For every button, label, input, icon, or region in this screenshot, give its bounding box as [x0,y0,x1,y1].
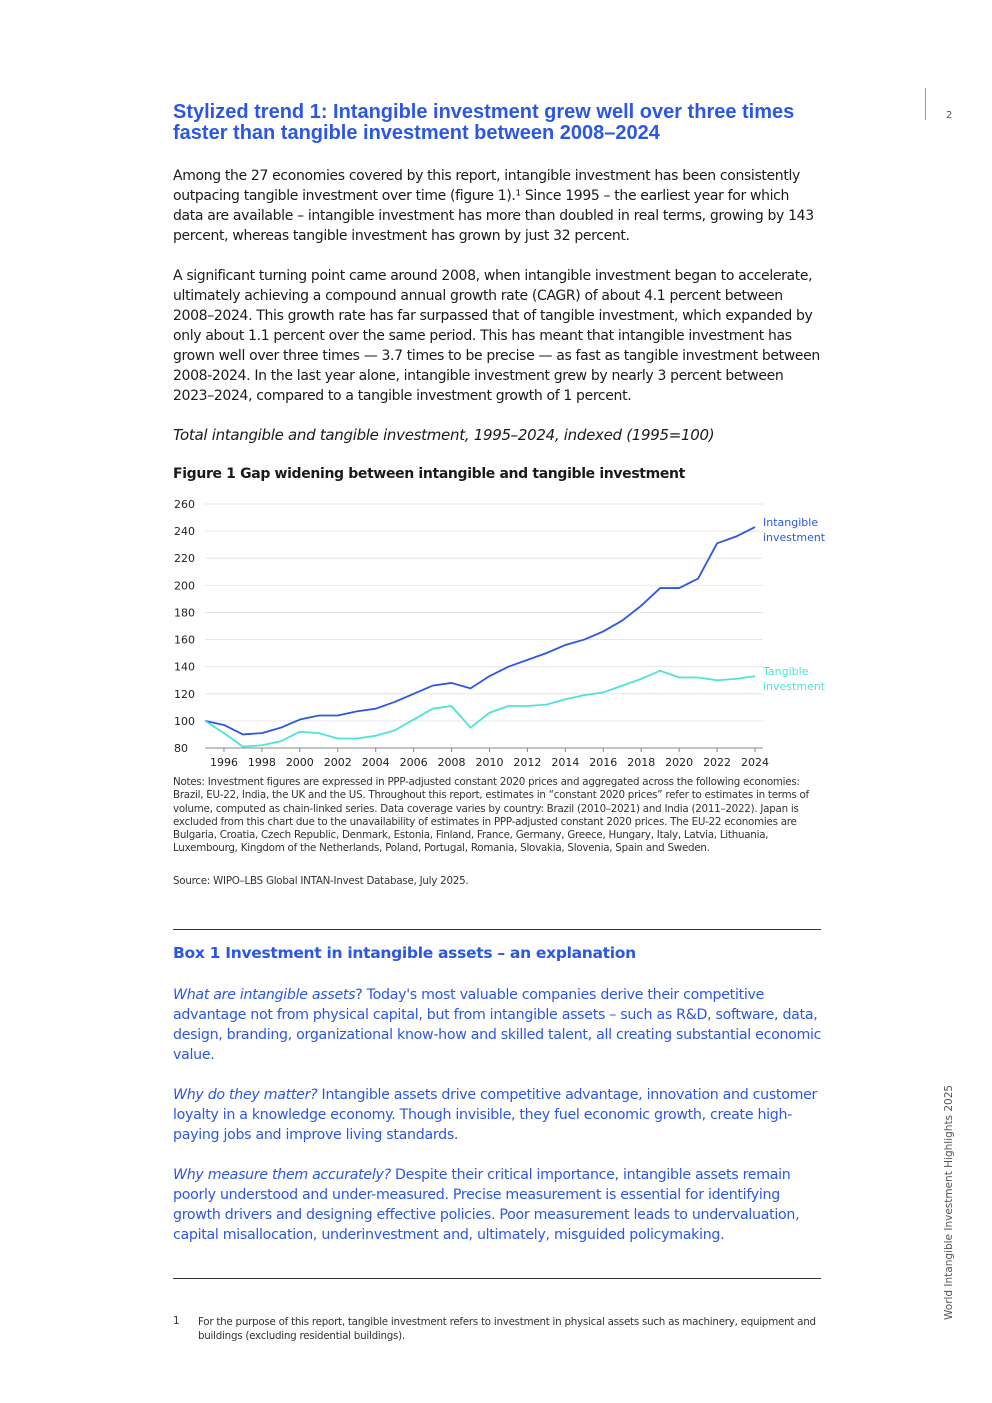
figure-title: Figure 1 Gap widening between intangible and tangible investment [173,466,685,482]
footnote-text: For the purpose of this report, tangible investment refers to investment in physical assets such as machinery, equipment and buildings (excluding residential buildings). [198,1316,816,1342]
line-chart [0,494,992,774]
main-content [173,101,821,482]
x-tick-label: 2010 [475,756,504,769]
box-question-2: Why do they matter? [173,1087,318,1103]
x-tick-label: 2004 [361,756,390,769]
x-tick-label: 2000 [285,756,314,769]
footnote-number: 1 [173,1315,180,1327]
y-tick-label: 240 [174,525,195,539]
y-tick-label: 100 [174,714,195,728]
x-tick-label: 2016 [589,756,618,769]
box-paragraph-3 [173,1165,823,1245]
x-tick-label: 2002 [323,756,352,769]
box-question-1: What are intangible assets [173,987,356,1003]
x-tick-label: 2022 [703,756,732,769]
y-tick-label: 200 [174,579,195,593]
x-tick-label: 2018 [627,756,656,769]
page-number: 2 [946,110,953,121]
y-tick-label: 120 [174,687,195,701]
box-question-3: Why measure them accurately? [173,1167,391,1183]
box-answer-2: Intangible assets drive competitive advantage, innovation and customer loyalty in a knowledge economy. Though invisible, they fuel economic growth, create high-paying jobs and improve living standards. [173,1087,818,1143]
chart-notes: Notes: Investment figures are expressed in PPP-adjusted constant 2020 prices and aggregated across the following economies: Brazil, EU-22, India, the UK and the US. Throughout this report, estimates in “constant 2020 prices” refer to estimates in terms of volume, computed as chain-linked series. Data coverage varies by country: Brazil (2010–2021) and India (2011–2022). Japan is excluded from this chart due to the unavailability of estimates in PPP-adjusted constant 2020 prices. The EU-22 economies are Bulgaria, Croatia, Czech Republic, Denmark, Estonia, Finland, France, Germany, Greece, Hungary, Italy, Latvia, Lithuania, Luxembourg, Kingdom of the Netherlands, Poland, Portugal, Romania, Slovakia, Slovenia, Spain and Sweden. [173,776,809,855]
box-answer-3: Despite their critical importance, intangible assets remain poorly understood and under-measured. Precise measurement is essential for identifying growth drivers and designing effective policies. Poor measurement leads to undervaluation, capital misallocation, underinvestment and, ultimately, misguided policymaking. [173,1167,800,1243]
x-tick-label: 2008 [437,756,466,769]
box-top-rule [173,929,821,930]
x-tick-label: 2014 [551,756,580,769]
x-tick-label: 2020 [665,756,694,769]
box-title: Box 1 Investment in intangible assets – an explanation [173,944,636,962]
page-number-rule [925,88,926,120]
x-tick-label: 1996 [209,756,238,769]
y-tick-label: 140 [174,660,195,674]
chart-source: Source: WIPO–LBS Global INTAN-Invest Database, July 2025. [173,875,469,887]
series-label-intangible: Intangible [763,516,819,530]
box-answer-1: ? Today's most valuable companies derive their competitive advantage not from physical capital, but from intangible assets – such as R&D, software, data, design, branding, organizational know-how and skilled talent, all creating substantial economic value. [173,987,822,1063]
series-label-tangible: Tangible [763,665,809,679]
body-paragraph-1: Among the 27 economies covered by this report, intangible investment has been consistently outpacing tangible investment over time (figure 1).¹ Since 1995 – the earliest year for which data are available – intangible investment has more than doubled in real terms, growing by 143 percent, whereas tangible investment has grown by just 32 percent. [173,168,814,244]
box-bottom-rule [173,1278,821,1279]
y-tick-label: 80 [174,742,188,755]
box-paragraph-2 [173,1085,823,1145]
running-title: World Intangible Investment Highlights 2025 [943,1084,955,1320]
y-tick-label: 160 [174,633,195,647]
box-paragraph-1 [173,985,823,1065]
chart-subtitle: Total intangible and tangible investment, 1995–2024, indexed (1995=100) [173,426,715,444]
x-tick-label: 2024 [741,756,769,769]
x-tick-label: 2006 [399,756,428,769]
body-paragraph-2: A significant turning point came around 2008, when intangible investment began to accelerate, ultimately achieving a compound annual growth rate (CAGR) of about 4.1 percent between 2008–2024. This growth rate has far surpassed that of tangible investment, which expanded by only about 1.1 percent over the same period. This has meant that intangible investment has grown well over three times — 3.7 times to be precise — as fast as tangible investment between 2008-2024. In the last year alone, intangible investment grew by nearly 3 percent between 2023–2024, compared to a tangible investment growth of 1 percent. [173,268,820,404]
series-label-intangible: investment [763,531,826,545]
y-tick-label: 260 [174,498,195,511]
series-label-tangible: investment [763,680,826,694]
section-heading: Stylized trend 1: Intangible investment grew well over three times faster than tangible investment between 2008–2024 [173,101,795,144]
y-tick-label: 220 [174,552,195,566]
x-tick-label: 1998 [247,756,276,769]
x-tick-label: 2012 [513,756,542,769]
y-tick-label: 180 [174,606,195,620]
